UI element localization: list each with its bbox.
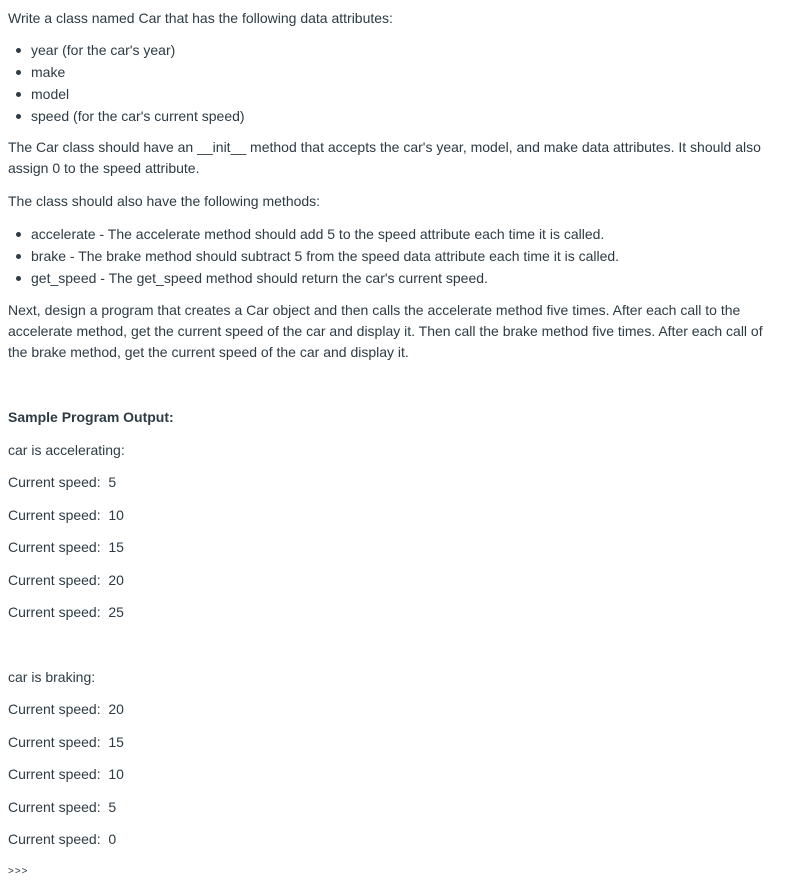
output-line: Current speed: 25 bbox=[8, 604, 124, 620]
output-line: Current speed: 20 bbox=[8, 572, 124, 588]
list-item: year (for the car's year) bbox=[8, 39, 245, 61]
method-list bbox=[8, 223, 619, 289]
shell-prompt: >>> bbox=[8, 866, 29, 877]
list-item: accelerate - The accelerate method should add 5 to the speed attribute each time it is called. bbox=[8, 223, 619, 245]
list-item: get_speed - The get_speed method should return the car's current speed. bbox=[8, 267, 619, 289]
list-item: model bbox=[8, 83, 245, 105]
accelerating-label: car is accelerating: bbox=[8, 442, 125, 458]
list-item: speed (for the car's current speed) bbox=[8, 105, 245, 127]
init-paragraph: The Car class should have an __init__ method that accepts the car's year, model, and make data attributes. It should also assign 0 to the speed attribute. bbox=[8, 139, 761, 176]
output-line: Current speed: 15 bbox=[8, 734, 124, 750]
output-line: Current speed: 0 bbox=[8, 831, 117, 847]
output-line: Current speed: 5 bbox=[8, 799, 117, 815]
output-line: Current speed: 5 bbox=[8, 474, 117, 490]
methods-intro: The class should also have the following methods: bbox=[8, 193, 321, 209]
output-line: Current speed: 15 bbox=[8, 539, 124, 555]
attribute-list bbox=[8, 39, 245, 127]
list-item: brake - The brake method should subtract 5 from the speed data attribute each time it is called. bbox=[8, 245, 619, 267]
intro-text: Write a class named Car that has the following data attributes: bbox=[8, 10, 393, 26]
braking-label: car is braking: bbox=[8, 669, 96, 685]
sample-output-title: Sample Program Output: bbox=[8, 409, 174, 425]
output-line: Current speed: 10 bbox=[8, 507, 124, 523]
program-paragraph: Next, design a program that creates a Car object and then calls the accelerate method five times. After each call to the accelerate method, get the current speed of the car and display it. Then call the brake method five times. After each call of the brake method, get the current speed of the car and display it. bbox=[8, 302, 763, 360]
list-item: make bbox=[8, 61, 245, 83]
output-line: Current speed: 20 bbox=[8, 701, 124, 717]
output-line: Current speed: 10 bbox=[8, 766, 124, 782]
